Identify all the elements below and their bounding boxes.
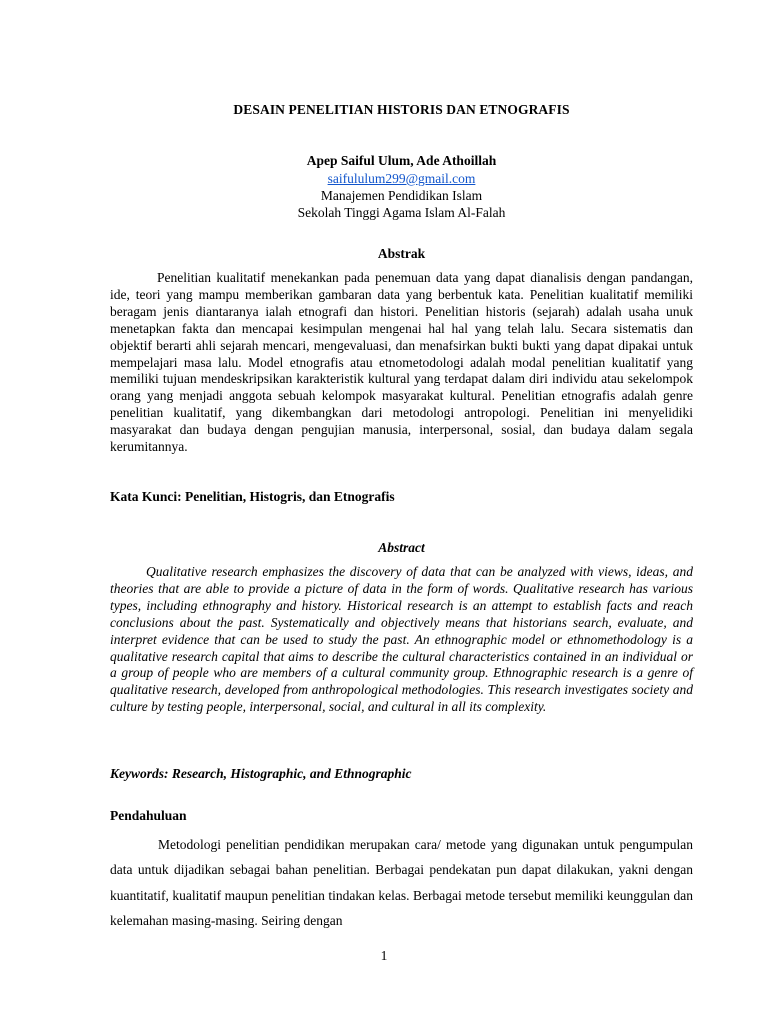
institution: Sekolah Tinggi Agama Islam Al-Falah xyxy=(297,205,506,220)
kata-kunci: Kata Kunci: Penelitian, Histogris, dan Etnografis xyxy=(110,489,395,504)
keywords: Keywords: Research, Histographic, and Ethnographic xyxy=(110,766,412,781)
abstrak-heading: Abstrak xyxy=(377,246,426,261)
abstract-text: Qualitative research emphasizes the discovery of data that can be analyzed with views, ideas, and theories that are able to provide a picture of data in the form of words. Qualitative research has various types, including ethnography and history. Historical research is an attempt to establish facts and reach conclusions about the past. Systematically and objectively means that historians search, evaluate, and interpret evidence that can be used to study the past. An ethnographic model or ethnomethodology is a qualitative research capital that aims to describe the cultural characteristics contained in an individual or a group of people who are members of a cultural community group. Ethnographic research is a genre of qualitative research, developed from anthropological methodologies. This research investigates society and culture by testing people, interpersonal, social, and cultural in all its complexity. xyxy=(110,564,693,715)
department: Manajemen Pendidikan Islam xyxy=(320,188,483,203)
affiliation-block xyxy=(110,170,693,221)
author-email-link[interactable]: saifululum299@gmail.com xyxy=(327,171,476,186)
author-names: Apep Saiful Ulum, Ade Athoillah xyxy=(306,153,497,168)
page-number: 1 xyxy=(380,948,388,963)
abstrak-text: Penelitian kualitatif menekankan pada penemuan data yang dapat dianalisis dengan pandangan, ide, teori yang mampu memberikan gambaran data yang berbentuk kata. Penelitian kualitatif memiliki beragam jenis diantaranya ialah etnografi dan histori. Penelitian historis (sejarah) adalah usaha unuk menetapkan fakta dan mencapai kesimpulan mengenai hal hal yang telah lalu. Secara sistematis dan objektif berarti ahli sejarah mencari, mengevaluasi, dan menafsirkan bukti bukti yang dapat dipakai untuk mempelajari masa lalu. Model etnografis atau etnometodologi adalah modal penelitian kualitatif yang memiliki tujuan mendeskripsikan karakteristik kultural yang terdapat dalam diri individu atau sekelompok orang yang menjadi anggota sebuah kelompok masyarakat kultural. Penelitian etnografis adalah genre penelitian kualitatif, yang dikembangkan dari metodologi antropologi. Penelitian ini menyelidiki masyarakat dan budaya dengan pengujian manusia, interpersonal, sosial, dan budaya dalam segala kerumitannya. xyxy=(110,270,693,455)
section-heading-pendahuluan: Pendahuluan xyxy=(110,808,187,823)
pendahuluan-text: Metodologi penelitian pendidikan merupakan cara/ metode yang digunakan untuk pengumpulan data untuk dijadikan sebagai bahan penelitian. Berbagai pendekatan pun dapat dilakukan, yakni dengan kuantitatif, kualitatif maupun penelitian tindakan kelas. Berbagai metode tersebut memiliki keunggulan dan kelemahan masing-masing. Seiring dengan xyxy=(110,837,693,928)
abstract-heading: Abstract xyxy=(378,540,425,555)
paper-title: DESAIN PENELITIAN HISTORIS DAN ETNOGRAFIS xyxy=(233,102,570,117)
